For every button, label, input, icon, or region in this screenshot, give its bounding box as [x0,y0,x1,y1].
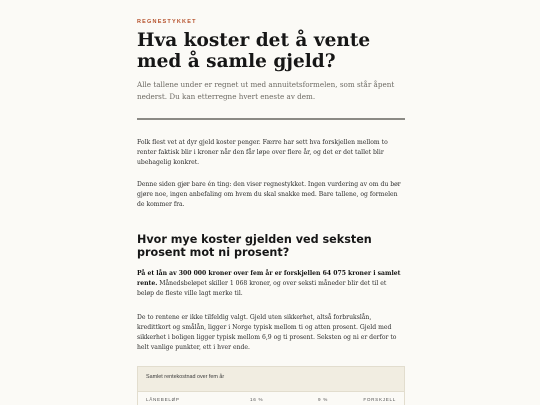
section-heading: Hvor mye koster gjelden ved seksten prosent mot ni prosent? [137,233,372,259]
table-header-loan-amount: LÅNEBELØP [146,397,180,402]
intro-paragraph-2: Denne siden gjør bare én ting: den viser regnestykket. Ingen vurdering av om du bør gjøre noe, ingen anbefaling om hvem du skal snakke med. Bare tallene, og formelen de kommer fra. [137,181,401,208]
section-eyebrow: REGNESTYKKET [137,19,197,25]
divider-rule [137,118,405,120]
interest-cost-table [137,366,405,405]
section-paragraph-1 [137,269,405,299]
table-header-row [138,391,404,405]
section-paragraph-1-rest: Månedsbeløpet skiller 1 068 kroner, og over seksti måneder blir det til et beløp de fleste ville lagt merke til. [137,280,387,297]
table-header-rate-9: 9 % [318,397,329,402]
page-title: Hva koster det å vente med å samle gjeld? [137,30,371,72]
table-header-difference: FORSKJELL [363,397,396,402]
intro-paragraph-1: Folk flest vet at dyr gjeld koster penger. Færre har sett hva forskjellen mellom to renter faktisk blir i kroner når den får løpe over flere år, og det er det tallet blir ubehagelig konkret. [137,139,388,166]
table-caption: Samlet rentekostnad over fem år [146,374,225,380]
section-paragraph-2: De to rentene er ikke tilfeldig valgt. Gjeld uten sikkerhet, altså forbrukslån, kredittkort og smålån, ligger i Norge typisk mellom ti og atten prosent. Gjeld med sikkerhet i boligen ligger typisk mellom 6,9 og ti prosent. Seksten og ni er derfor to helt vanlige punkter, ett i hver ende. [137,314,397,351]
key-figure-sentence: På et lån av 300 000 kroner over fem år er forskjellen 64 075 kroner i samlet rente. [137,270,401,287]
lead-paragraph: Alle tallene under er regnet ut med annuitetsformelen, som står åpent nederst. Du kan etterregne hvert eneste av dem. [137,80,395,101]
table-header-rate-16: 16 % [250,397,264,402]
